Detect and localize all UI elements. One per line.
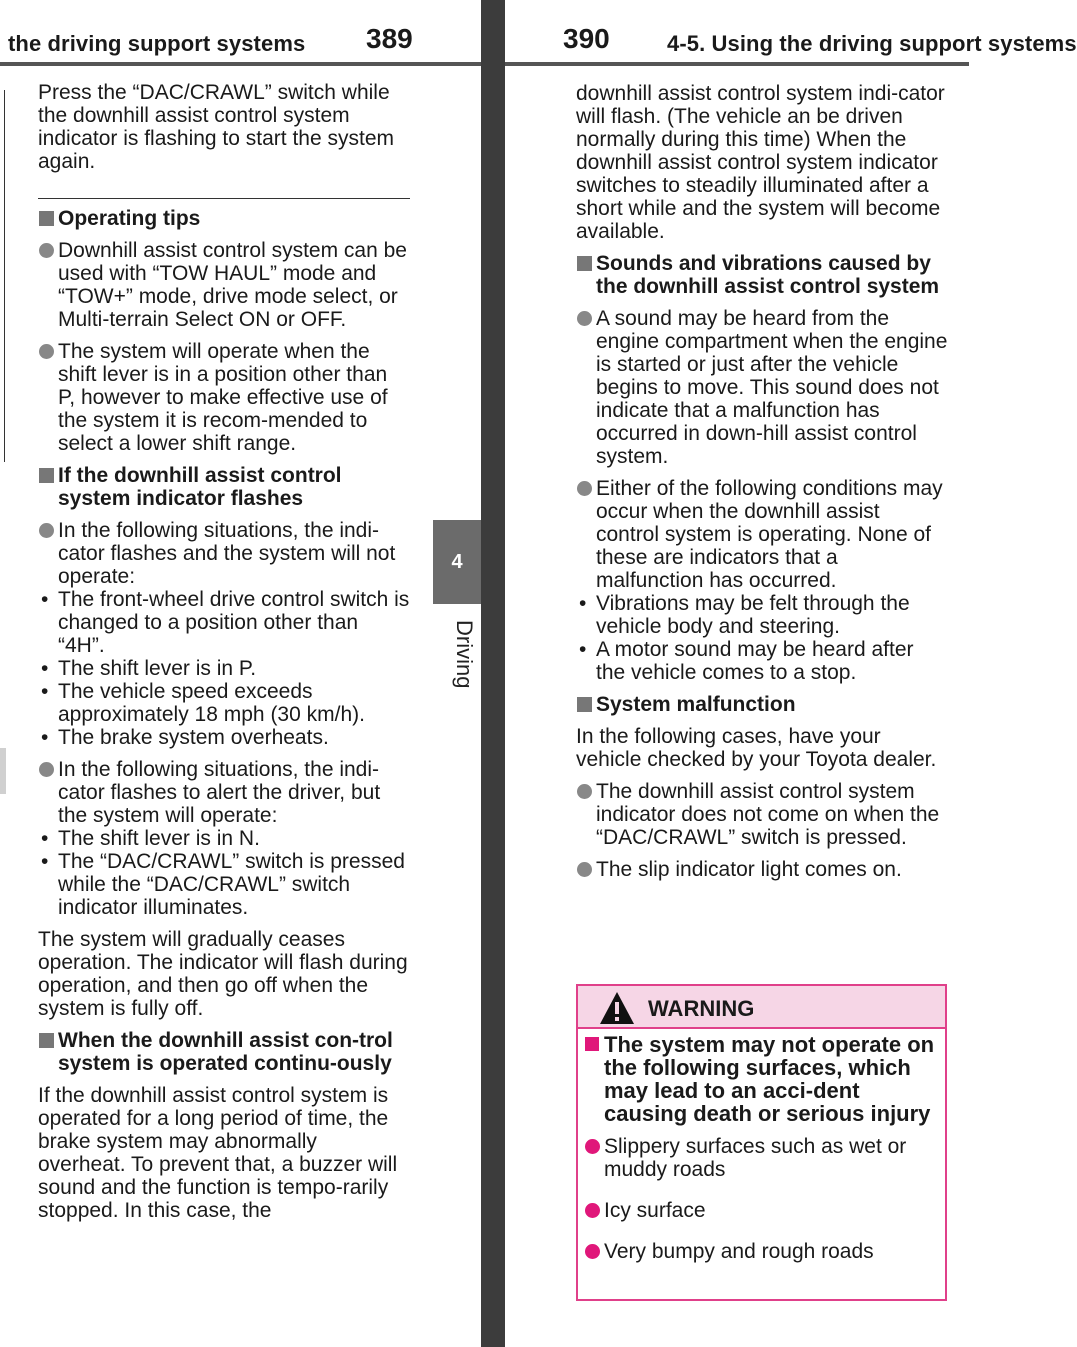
sub-list-item: • The brake system overheats. <box>41 726 329 749</box>
bullet-circle-icon <box>577 862 592 877</box>
heading-square-icon <box>39 1033 54 1048</box>
sub-list-item: • The vehicle speed exceeds approximately 18 mph (30 km/h). <box>41 680 365 726</box>
sub-list <box>38 588 410 749</box>
bullet-circle-icon <box>39 523 54 538</box>
list-item: In the following situations, the indi-cator flashes and the system will not operate: <box>38 519 410 588</box>
sub-list-item: • The “DAC/CRAWL” switch is pressed while the “DAC/CRAWL” switch indicator illuminates. <box>41 850 405 919</box>
bullet-circle-icon <box>577 311 592 326</box>
list-item: A sound may be heard from the engine compartment when the engine is started or just after the vehicle begins to move. This sound does not indicate that a malfunction has occurred in down-hill assist control system. <box>576 307 948 468</box>
body-paragraph: If the downhill assist control system is operated for a long period of time, the brake system may abnormally overheat. To prevent that, a buzzer will sound and the function is tempo-rarily stopped. In this case, the <box>38 1084 398 1222</box>
warning-title: WARNING <box>648 996 755 1021</box>
list-item: The downhill assist control system indicator does not come on when the “DAC/CRAWL” switch is pressed. <box>576 780 948 849</box>
bullet-circle-icon <box>585 1203 600 1218</box>
chapter-tab: 4 <box>433 520 481 604</box>
sub-list-item: • The shift lever is in P. <box>41 657 257 680</box>
right-header-title: 4-5. Using the driving support systems <box>667 31 1077 56</box>
list-item: The slip indicator light comes on. <box>576 858 948 881</box>
bullet-circle-icon <box>577 784 592 799</box>
continued-paragraph: downhill assist control system indi-cator will flash. (The vehicle an be driven normally during this time) When the downhill assist control system indicator switches to steadily illuminated after a short while and the system will become available. <box>576 82 945 243</box>
warning-box <box>576 984 947 1301</box>
warning-body <box>578 1029 945 1263</box>
bullet-circle-icon <box>577 481 592 496</box>
margin-line <box>4 90 5 462</box>
margin-tab-marker <box>0 748 6 794</box>
left-column <box>38 81 410 1231</box>
warning-list-item: Icy surface <box>584 1199 935 1222</box>
warning-triangle-icon <box>598 990 636 1026</box>
bullet-circle-icon <box>585 1244 600 1259</box>
sub-list-item: • Vibrations may be felt through the vehicle body and steering. <box>579 592 910 638</box>
sub-list <box>38 827 410 919</box>
section-divider <box>38 198 410 199</box>
chapter-label: Driving <box>452 620 477 689</box>
heading-square-icon <box>585 1037 599 1051</box>
right-column <box>576 82 948 890</box>
bullet-circle-icon <box>39 762 54 777</box>
bullet-circle-icon <box>39 344 54 359</box>
left-header-title: the driving support systems <box>8 31 306 56</box>
heading-square-icon <box>577 256 592 271</box>
warning-list-item: Slippery surfaces such as wet or muddy roads <box>584 1135 935 1181</box>
sub-list-item: • The shift lever is in N. <box>41 827 260 850</box>
section-heading-continuous-operation: When the downhill assist con-trol system is operated continu-ously <box>38 1029 410 1075</box>
list-item: Downhill assist control system can be used with “TOW HAUL” mode and “TOW+” mode, drive mode select, or Multi-terrain Select ON or OFF. <box>38 239 410 331</box>
warning-header <box>578 986 945 1029</box>
list-item: Either of the following conditions may occur when the downhill assist control system is operating. None of these are indicators that a malfunction has occurred. <box>576 477 948 592</box>
sub-list <box>576 592 948 684</box>
sub-list-item: • A motor sound may be heard after the vehicle comes to a stop. <box>579 638 914 684</box>
section-heading-sounds-vibrations: Sounds and vibrations caused by the downhill assist control system <box>576 252 948 298</box>
intro-paragraph: Press the “DAC/CRAWL” switch while the downhill assist control system indicator is flashing to start the system again. <box>38 81 394 173</box>
bullet-circle-icon <box>39 243 54 258</box>
heading-square-icon <box>39 211 54 226</box>
section-heading-operating-tips: Operating tips <box>38 207 410 230</box>
heading-square-icon <box>577 697 592 712</box>
heading-square-icon <box>39 468 54 483</box>
left-page <box>0 0 481 1347</box>
list-item: In the following situations, the indi-cator flashes to alert the driver, but the system will operate: <box>38 758 410 827</box>
section-heading-indicator-flashes: If the downhill assist control system indicator flashes <box>38 464 410 510</box>
body-paragraph: The system will gradually ceases operation. The indicator will flash during operation, and then go off when the system is fully off. <box>38 928 408 1020</box>
page-spine <box>481 0 505 1347</box>
left-page-header <box>0 0 481 66</box>
sub-list-item: • The front-wheel drive control switch is changed to a position other than “4H”. <box>41 588 410 657</box>
right-page-number: 390 <box>563 23 610 54</box>
body-paragraph: In the following cases, have your vehicle checked by your Toyota dealer. <box>576 725 937 771</box>
warning-list-item: Very bumpy and rough roads <box>584 1240 935 1263</box>
right-page-header <box>505 0 1077 66</box>
warning-heading: The system may not operate on the following surfaces, which may lead to an acci-dent causing death or serious injury <box>584 1033 935 1125</box>
left-page-number: 389 <box>366 23 413 54</box>
section-heading-system-malfunction: System malfunction <box>576 693 948 716</box>
list-item: The system will operate when the shift lever is in a position other than P, however to make effective use of the system it is recom-mended to select a lower shift range. <box>38 340 410 455</box>
bullet-circle-icon <box>585 1139 600 1154</box>
